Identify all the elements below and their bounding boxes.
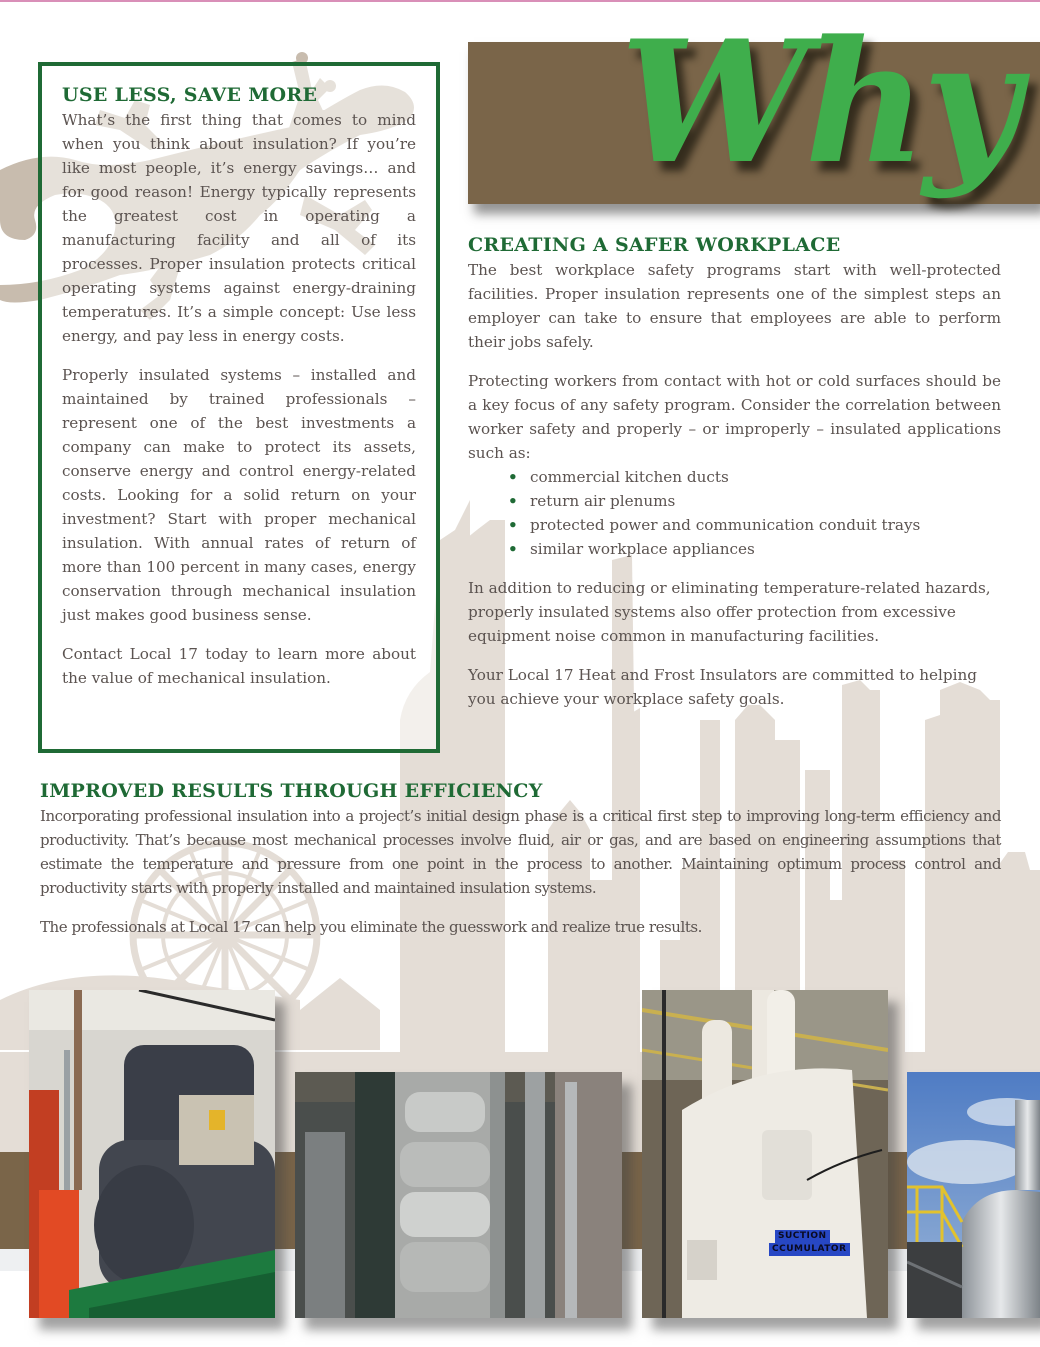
paragraph: The professionals at Local 17 can help you eliminate the guesswork and realize true results. xyxy=(40,918,702,936)
paragraph: Incorporating professional insulation into a project’s initial design phase is a critical first step to improving long-term efficiency and productivity. That’s because most mechanical processes involve fluid, air or gas, and are based on engineering assumptions that estimate the temperature and pressure from one point in the process to another. Maintaining optimum process control and productivity starts with properly installed and maintained insulation systems. xyxy=(40,807,1001,897)
photo-outdoor-vessel xyxy=(907,1072,1040,1318)
paragraph: Properly insulated systems – installed and maintained by trained professionals – represent one of the best investments a company can make to protect its assets, conserve energy and control energy-related costs. Looking for a solid return on your investment? Start with proper mechanical insulation. With annual rates of return of more than 100 percent in many cases, energy conservation through mechanical insulation just makes good business sense. xyxy=(62,366,416,624)
efficiency-section xyxy=(40,778,1001,939)
bullet-icon: • xyxy=(508,540,518,558)
paragraph: Protecting workers from contact with hot or cold surfaces should be a key focus of any safety program. Consider the correlation between worker safety and properly – or improperly – insulated applications such as: xyxy=(468,372,1001,462)
bullet-icon: • xyxy=(508,468,518,486)
section-heading-safer-workplace: CREATING A SAFER WORKPLACE xyxy=(468,234,841,256)
list-item-text: return air plenums xyxy=(530,492,676,510)
why-title: Why xyxy=(620,3,1017,201)
list-item xyxy=(508,537,1001,561)
list-item xyxy=(508,513,1001,537)
list-item-text: similar workplace appliances xyxy=(530,540,755,558)
paragraph: In addition to reducing or eliminating temperature-related hazards, properly insulated systems also offer protection from excessive equipment noise common in manufacturing facilities. xyxy=(468,579,991,645)
photo-foil-duct xyxy=(295,1072,622,1318)
list-item xyxy=(508,465,1001,489)
bullet-icon: • xyxy=(508,492,518,510)
applications-list xyxy=(508,465,1001,561)
photo-chiller xyxy=(29,990,275,1318)
paragraph: The best workplace safety programs start with well-protected facilities. Proper insulation represents one of the simplest steps an employer can take to ensure that employees are able to perform their jobs safely. xyxy=(468,261,1001,351)
list-item-text: commercial kitchen ducts xyxy=(530,468,729,486)
list-item xyxy=(508,489,1001,513)
paragraph: Your Local 17 Heat and Frost Insulators are committed to helping you achieve your workplace safety goals. xyxy=(468,666,977,708)
paragraph: What’s the first thing that comes to mind when you think about insulation? If you’re like most people, it’s energy savings… and for good reason! Energy typically represents the greatest cost in operating a manufacturing facility and all of its processes. Proper insulation protects critical operating systems against energy-draining temperatures. It’s a simple concept: Use less energy, and pay less in energy costs. xyxy=(62,111,416,345)
section-heading-use-less: USE LESS, SAVE MORE xyxy=(62,84,318,106)
paragraph: Contact Local 17 today to learn more about the value of mechanical insulation. xyxy=(62,645,416,687)
bullet-icon: • xyxy=(508,516,518,534)
photo-suction-accumulator xyxy=(642,990,888,1318)
use-less-save-more-box xyxy=(38,62,440,753)
suction-label-line1: SUCTION xyxy=(775,1230,830,1243)
suction-label-line2: CCUMULATOR xyxy=(769,1243,850,1256)
list-item-text: protected power and communication conduit trays xyxy=(530,516,921,534)
section-heading-efficiency: IMPROVED RESULTS THROUGH EFFICIENCY xyxy=(40,780,543,802)
safer-workplace-section xyxy=(468,232,1001,711)
